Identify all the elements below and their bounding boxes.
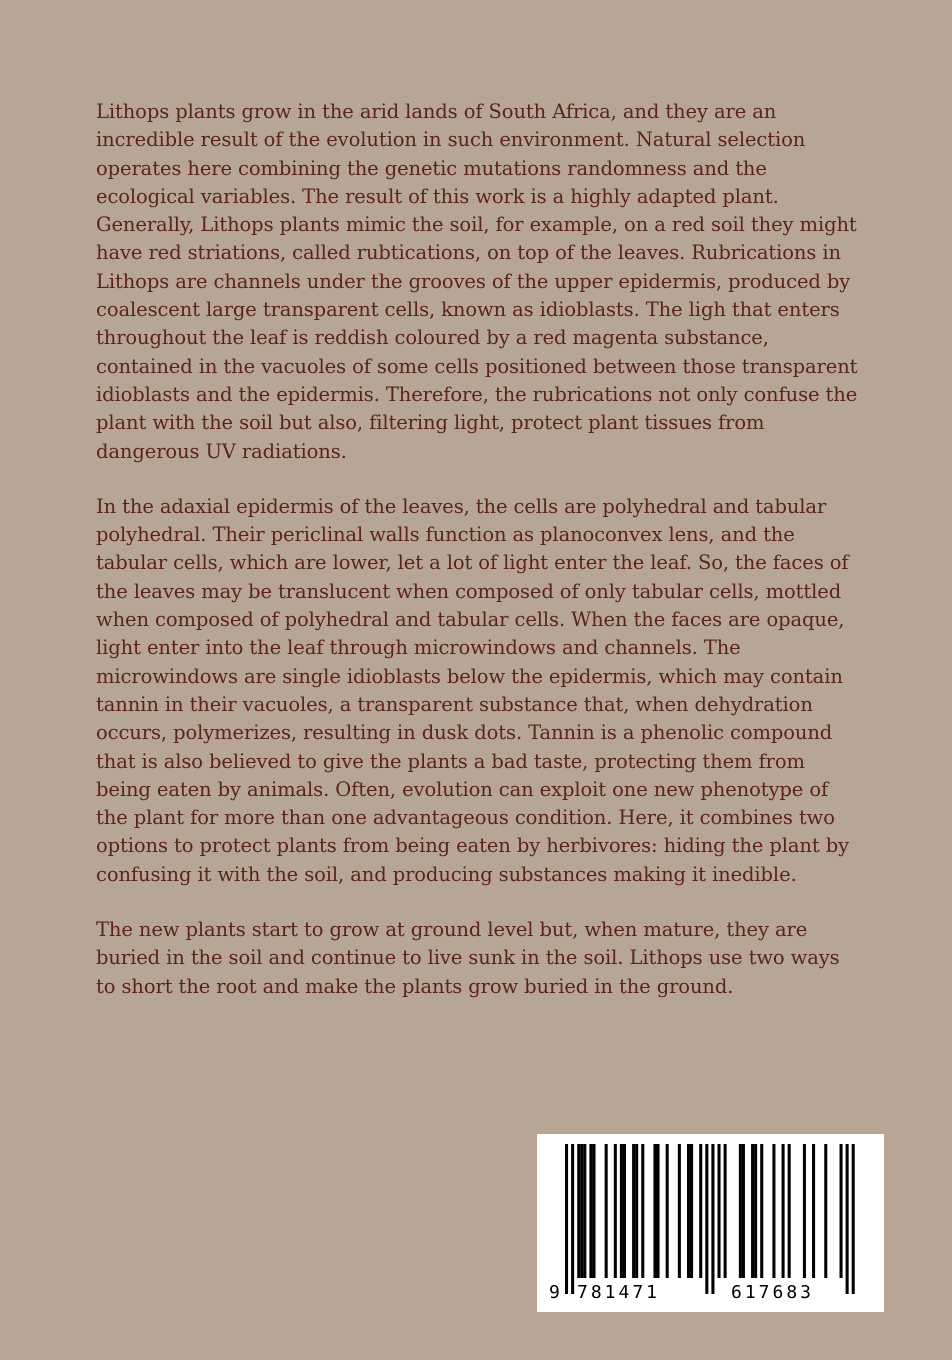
- barcode-bar: [635, 1144, 638, 1278]
- barcode-bar: [571, 1144, 574, 1294]
- barcode-bar: [840, 1144, 843, 1278]
- barcode-bar: [782, 1144, 785, 1278]
- barcode-bar: [565, 1144, 568, 1294]
- barcode-bar: [754, 1144, 757, 1278]
- barcode-bar: [614, 1144, 617, 1278]
- barcode-bar: [657, 1144, 660, 1278]
- paragraph-buried-growth: The new plants start to grow at ground level but, when mature, they are buried in the soil and continue to live sunk in the soil. Lithops use two ways to short the root and make the plants grow buried in the ground.: [96, 918, 840, 998]
- barcode-bar: [711, 1144, 714, 1294]
- barcode-bar: [772, 1144, 775, 1278]
- barcode-bar: [620, 1144, 623, 1278]
- paragraph-rubrications: Lithops plants grow in the arid lands of South Africa, and they are an incredible result of the evolution in such environment. Natural selection operates here combining the genetic mutations randomness and the ecological variables. The result of this work is a highly adapted plant. Generally, Lithops plants mimic the soil, for example, on a red soil they might have red striations, called rubtications, on top of the leaves. Rubrications in Lithops are channels under the grooves of the upper epidermis, produced by coalescent large transparent cells, known as idioblasts. The ligh that enters throughout the leaf is reddish coloured by a red magenta substance, contained in the vacuoles of some cells positioned between those transparent idioblasts and the epidermis. Therefore, the rubrications not only confuse the plant with the soil but also, filtering light, protect plant tissues from dangerous UV radiations.: [96, 100, 858, 463]
- barcode-bar: [690, 1144, 693, 1278]
- barcode-bar: [632, 1144, 635, 1278]
- barcode-bar: [705, 1144, 708, 1294]
- barcode-bar: [788, 1144, 791, 1278]
- barcode-bar: [803, 1144, 806, 1278]
- paragraph-epidermis: In the adaxial epidermis of the leaves, the cells are polyhedral and tabular polyhedral. Their periclinal walls function as planoconvex lens, and the tabular cells, which are lower, let a lot of light enter the leaf. So, the faces of the leaves may be translucent when composed of only tabular cells, mottled when composed of polyhedral and tabular cells. When the faces are opaque, light enter into the leaf through microwindows and channels. The microwindows are single idioblasts below the epidermis, which may contain tannin in their vacuoles, a transparent substance that, when dehydration occurs, polymerizes, resulting in dusk dots. Tannin is a phenolic compound that is also believed to give the plants a bad taste, protecting them from being eaten by animals. Often, evolution can exploit one new phenotype of the plant for more than one advantageous condition. Here, it combines two options to protect plants from being eaten by herbivores: hiding the plant by confusing it with the soil, and producing substances making it inedible.: [96, 494, 850, 886]
- barcode-bar: [592, 1144, 595, 1278]
- barcode-bar: [852, 1144, 855, 1294]
- barcode-bar: [623, 1144, 626, 1278]
- barcode-bar: [641, 1144, 644, 1278]
- barcode-bar: [724, 1144, 727, 1278]
- barcode-bar: [583, 1144, 586, 1278]
- barcode-left-digits: 781471: [577, 1282, 661, 1303]
- barcode-right-digits: 617683: [731, 1282, 815, 1303]
- isbn-barcode: [537, 1134, 884, 1312]
- barcode-bar: [760, 1144, 763, 1278]
- barcode-bar: [824, 1144, 827, 1278]
- barcode-bar: [605, 1144, 608, 1278]
- barcode-digits: [537, 1282, 884, 1308]
- barcode-lead-digit: 9: [549, 1282, 560, 1303]
- barcode-bar: [580, 1144, 583, 1278]
- barcode-bar: [666, 1144, 669, 1278]
- barcode-bar: [718, 1144, 721, 1278]
- barcode-bar: [589, 1144, 592, 1278]
- body-text: [96, 98, 859, 1028]
- barcode-bar: [846, 1144, 849, 1294]
- barcode-bar: [739, 1144, 742, 1278]
- barcode-bar: [678, 1144, 681, 1278]
- barcode-bar: [699, 1144, 702, 1278]
- barcode-bar: [751, 1144, 754, 1278]
- barcode-bar: [742, 1144, 745, 1278]
- barcode-bar: [812, 1144, 815, 1278]
- barcode-bar: [577, 1144, 580, 1278]
- barcode-bar: [653, 1144, 656, 1278]
- barcode-bar: [687, 1144, 690, 1278]
